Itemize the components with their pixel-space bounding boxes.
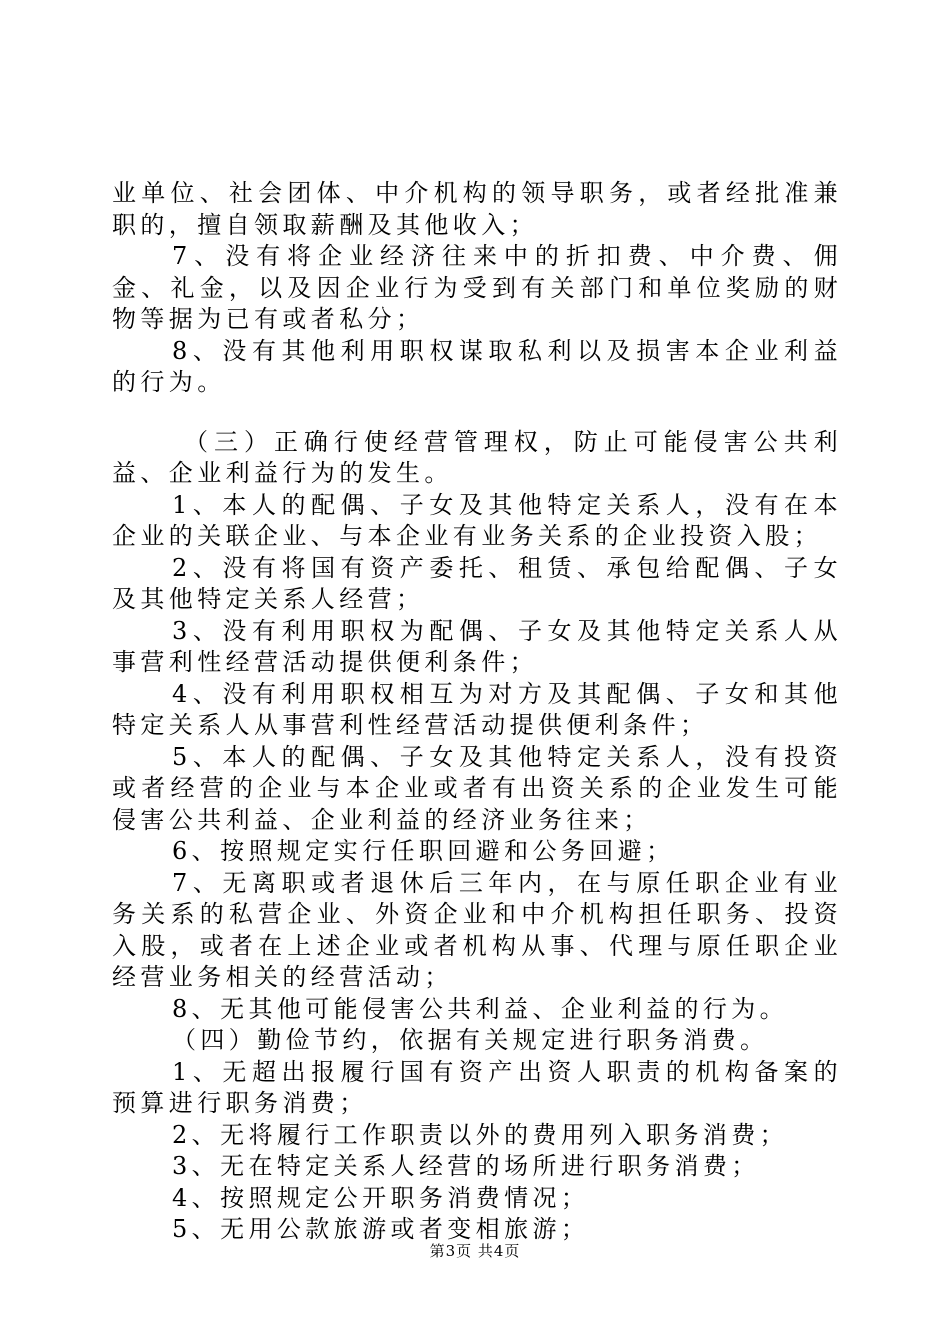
document-body [112, 178, 842, 1246]
list-item-3: 3、没有利用职权为配偶、子女及其他特定关系人从事营利性经营活动提供便利条件； [112, 616, 842, 676]
list-item-6: 6、按照规定实行任职回避和公务回避； [172, 837, 675, 865]
section-heading-3: （三）正确行使经营管理权，防止可能侵害公共利益、企业利益行为的发生。 [112, 427, 842, 487]
list-item-7b: 7、无离职或者退休后三年内，在与原任职企业有业务关系的私营企业、外资企业和中介机构担任职务、投资入股，或者在上述企业或者机构从事、代理与原任职企业经营业务相关的经营活动； [112, 868, 842, 991]
list-item-2: 2、没有将国有资产委托、租赁、承包给配偶、子女及其他特定关系人经营； [112, 553, 842, 613]
paragraph-continuation: 业单位、社会团体、中介机构的领导职务，或者经批准兼职的，擅自领取薪酬及其他收入； [112, 179, 842, 239]
list-item-2b: 2、无将履行工作职责以外的费用列入职务消费； [172, 1120, 789, 1149]
list-item-8: 8、没有其他利用职权谋取私利以及损害本企业利益的行为。 [112, 336, 842, 396]
section-heading-4: （四）勤俭节约，依据有关规定进行职务消费。 [172, 1026, 769, 1054]
list-item-3b: 3、无在特定关系人经营的场所进行职务消费； [172, 1152, 760, 1180]
list-item-4: 4、没有利用职权相互为对方及其配偶、子女和其他特定关系人从事营利性经营活动提供便利条件； [112, 679, 842, 739]
list-item-8b: 8、无其他可能侵害公共利益、企业利益的行为。 [172, 994, 789, 1023]
list-item-7: 7、没有将企业经济往来中的折扣费、中介费、佣金、礼金，以及因企业行为受到有关部门和单位奖励的财物等据为已有或者私分； [112, 242, 842, 333]
list-item-1b: 1、无超出报履行国有资产出资人职责的机构备案的预算进行职务消费； [112, 1057, 842, 1117]
list-item-4b: 4、按照规定公开职务消费情况； [172, 1183, 590, 1212]
list-item-5b: 5、无用公款旅游或者变相旅游； [172, 1215, 590, 1243]
page-number-footer: 第3页 共4页 [429, 1242, 521, 1260]
list-item-5: 5、本人的配偶、子女及其他特定关系人，没有投资或者经营的企业与本企业或者有出资关系的企业发生可能侵害公共利益、企业利益的经济业务往来； [112, 742, 842, 834]
list-item-1: 1、本人的配偶、子女及其他特定关系人，没有在本企业的关联企业、与本企业有业务关系的企业投资入股； [112, 490, 842, 550]
